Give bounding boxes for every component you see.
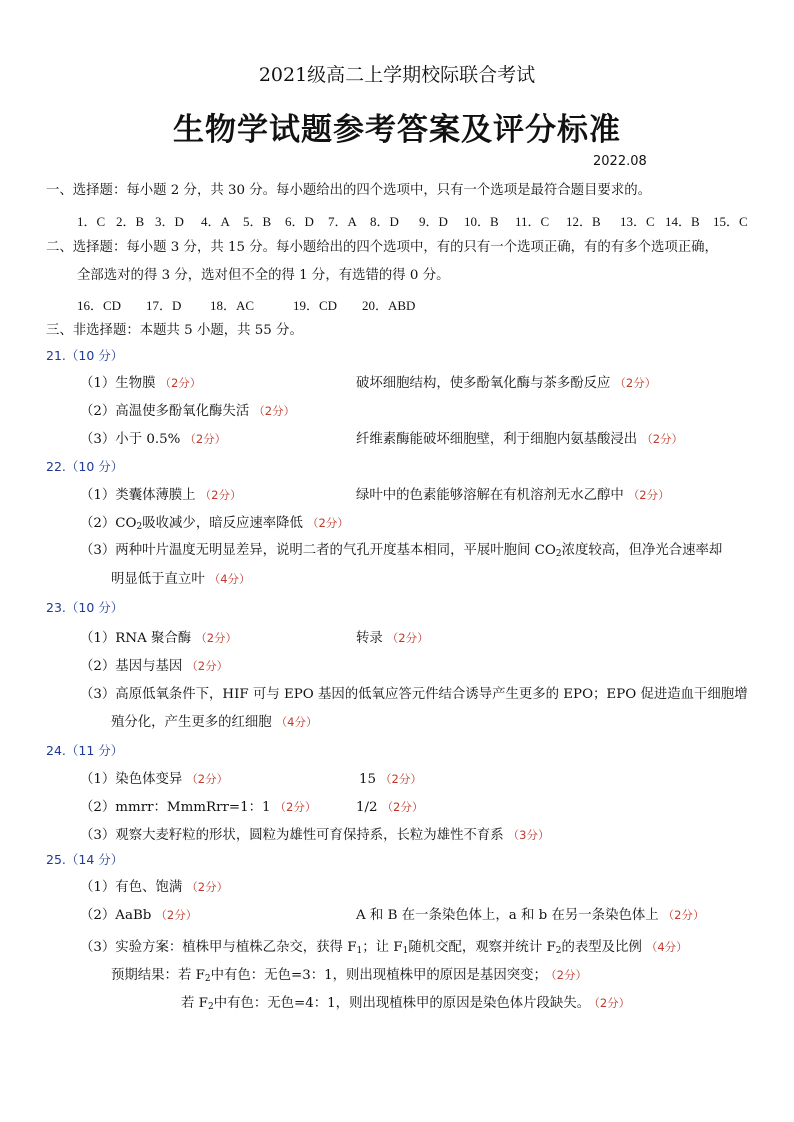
q22-answer-3-line1 <box>80 542 722 560</box>
q21-answer-2 <box>80 402 295 421</box>
subscript: 2 <box>207 1002 214 1012</box>
subscript: 1 <box>402 946 409 956</box>
q22-answer-1a <box>80 486 241 505</box>
score-note: （2分） <box>253 404 296 418</box>
q25-expected-result-1 <box>111 966 587 985</box>
q25-answer-1 <box>80 878 228 897</box>
document-title: 生物学试题参考答案及评分标准 <box>173 112 621 148</box>
answer-text: （3）两种叶片温度无明显差异，说明二者的气孔开度基本相同，平展叶胞间 CO <box>80 543 556 558</box>
score-note: （2分） <box>184 432 227 446</box>
q24-answer-1a <box>80 770 228 789</box>
mc-answer: 12．B <box>566 214 601 229</box>
q25-answer-2b <box>356 906 704 925</box>
subscript: 2 <box>204 974 211 984</box>
answer-text: 绿叶中的色素能够溶解在有机溶剂无水乙醇中 <box>356 488 624 503</box>
answer-text: 若 F <box>181 996 208 1011</box>
q21-answer-3a <box>80 430 226 449</box>
q22-answer-2 <box>80 514 349 533</box>
q22-answer-1b <box>356 486 670 505</box>
section3-heading: 三、非选择题：本题共 5 小题，共 55 分。 <box>46 323 303 338</box>
mc-answer: 19．CD <box>293 298 338 313</box>
answer-text: （3）实验方案：植株甲与植株乙杂交，获得 F <box>80 940 357 955</box>
exam-title: 2021级高二上学期校际联合考试 <box>258 64 536 86</box>
mc-answer: 10．B <box>464 214 499 229</box>
q25-expected-result-2 <box>181 994 630 1013</box>
answer-text: 吸收减少，暗反应速率降低 <box>142 516 303 531</box>
answer-text: 预期结果：若 F <box>111 968 205 983</box>
score-note: （2分） <box>386 631 429 645</box>
subscript: 1 <box>356 946 363 956</box>
q22-answer-3-line2 <box>111 570 251 589</box>
q24-answer-3 <box>80 826 549 845</box>
answer-text: （2）AaBb <box>80 908 152 923</box>
mc-answer: 15．C <box>713 214 748 229</box>
score-note: （2分） <box>594 996 631 1010</box>
answer-text: 中有色：无色=3：1，则出现植株甲的原因是基因突变； <box>210 968 547 983</box>
score-note: （2分） <box>662 908 705 922</box>
score-note: （2分） <box>274 800 317 814</box>
answer-text: （3）观察大麦籽粒的形状，圆粒为雄性可育保持系，长粒为雄性不育系 <box>80 828 504 843</box>
mc-answer: 2．B <box>116 214 145 229</box>
score-note: （2分） <box>380 772 422 786</box>
section1-heading: 一、选择题：每小题 2 分，共 30 分。每小题给出的四个选项中，只有一个选项是最符合题目要求的。 <box>46 183 651 198</box>
q23-answer-1b <box>356 629 429 648</box>
mc-answer: 4．A <box>201 214 230 229</box>
answer-text: （2）mmrr：MmmRrr=1：1 <box>80 800 271 815</box>
score-note: （2分） <box>186 772 229 786</box>
score-note: （4分） <box>208 572 251 586</box>
score-note: （2分） <box>186 880 229 894</box>
mc-answer: 8．D <box>370 214 399 229</box>
score-note: （2分） <box>614 376 657 390</box>
answer-text: （1）有色、饱满 <box>80 880 183 895</box>
q25-answer-2a <box>80 906 197 925</box>
score-note: （2分） <box>381 800 424 814</box>
answer-text: 殖分化，产生更多的红细胞 <box>111 715 272 730</box>
score-note: （2分） <box>155 908 198 922</box>
q24-answer-1b <box>359 770 422 789</box>
q23-answer-3-line1: （3）高原低氧条件下，HIF 可与 EPO 基因的低氧应答元件结合诱导产生更多的 EPO；EPO 促进造血干细胞增 <box>80 687 748 702</box>
answer-text: 破坏细胞结构，使多酚氧化酶与茶多酚反应 <box>356 376 611 391</box>
score-note: （3分） <box>507 828 550 842</box>
answer-text: 明显低于直立叶 <box>111 572 205 587</box>
answer-text: 纤维素酶能破坏细胞壁，利于细胞内氨基酸浸出 <box>356 432 638 447</box>
answer-text: （3）小于 0.5% <box>80 432 181 447</box>
mc-answer: 11．C <box>515 214 550 229</box>
exam-date: 2022.08 <box>593 154 647 169</box>
answer-text: （1）生物膜 <box>80 376 156 391</box>
score-note: （2分） <box>199 488 242 502</box>
score-note: （4分） <box>645 940 688 954</box>
answer-text: 15 <box>359 772 377 787</box>
mc-answer: 7．A <box>328 214 357 229</box>
answer-text: A 和 B 在一条染色体上，a 和 b 在另一条染色体上 <box>356 908 659 923</box>
mc-answer: 9．D <box>419 214 448 229</box>
q21-answer-1b <box>356 374 656 393</box>
section2-heading-line1: 二、选择题：每小题 3 分，共 15 分。每小题给出的四个选项中，有的只有一个选项正确，有的有多个选项正确， <box>46 240 718 255</box>
answer-text: 的表型及比例 <box>561 940 642 955</box>
score-note: （2分） <box>627 488 670 502</box>
section2-heading-line2: 全部选对的得 3 分，选对但不全的得 1 分，有选错的得 0 分。 <box>77 268 450 283</box>
question-24-label: 24.（11 分） <box>46 743 124 758</box>
mc-answer: 17．D <box>146 298 182 313</box>
answer-text: ；让 F <box>362 940 403 955</box>
answer-text: （2）基因与基因 <box>80 659 183 674</box>
question-25-label: 25.（14 分） <box>46 852 124 867</box>
answer-text: （1）RNA 聚合酶 <box>80 631 192 646</box>
question-23-label: 23.（10 分） <box>46 600 124 615</box>
answer-text: 浓度较高，但净光合速率却 <box>561 543 723 558</box>
score-note: （2分） <box>186 659 229 673</box>
q23-answer-2 <box>80 657 228 676</box>
mc-answer: 14．B <box>665 214 700 229</box>
answer-text: 转录 <box>356 631 383 646</box>
mc-answer: 3．D <box>155 214 184 229</box>
answer-text: 随机交配，观察并统计 F <box>408 940 556 955</box>
answer-text: （1）类囊体薄膜上 <box>80 488 196 503</box>
q25-answer-3-plan <box>80 938 688 957</box>
mc-answer: 13．C <box>620 214 655 229</box>
q23-answer-3-line2 <box>111 713 318 732</box>
mc-answer: 20．ABD <box>362 298 416 313</box>
score-note: （4分） <box>275 715 318 729</box>
score-note: （2分） <box>306 516 349 530</box>
question-21-label: 21.（10 分） <box>46 348 124 363</box>
q23-answer-1a <box>80 629 237 648</box>
score-note: （2分） <box>550 968 587 982</box>
mc-answer: 1．C <box>77 214 106 229</box>
answer-text: （2）CO <box>80 516 137 531</box>
mc-answer: 5．B <box>243 214 272 229</box>
score-note: （2分） <box>195 631 238 645</box>
mc-answer: 16．CD <box>77 298 122 313</box>
answer-text: 中有色：无色=4：1，则出现植株甲的原因是染色体片段缺失。 <box>213 996 591 1011</box>
answer-text: （2）高温使多酚氧化酶失活 <box>80 404 250 419</box>
mc-answer: 18．AC <box>210 298 255 313</box>
q24-answer-2b <box>356 798 423 817</box>
score-note: （2分） <box>159 376 202 390</box>
mc-answer: 6．D <box>285 214 314 229</box>
q24-answer-2a <box>80 798 316 817</box>
question-22-label: 22.（10 分） <box>46 459 124 474</box>
score-note: （2分） <box>641 432 684 446</box>
subscript: 2 <box>136 522 143 532</box>
subscript: 2 <box>555 946 562 956</box>
q21-answer-3b <box>356 430 683 449</box>
subscript: 2 <box>555 549 562 559</box>
answer-text: 1/2 <box>356 800 378 815</box>
q21-answer-1a <box>80 374 201 393</box>
answer-text: （1）染色体变异 <box>80 772 183 787</box>
